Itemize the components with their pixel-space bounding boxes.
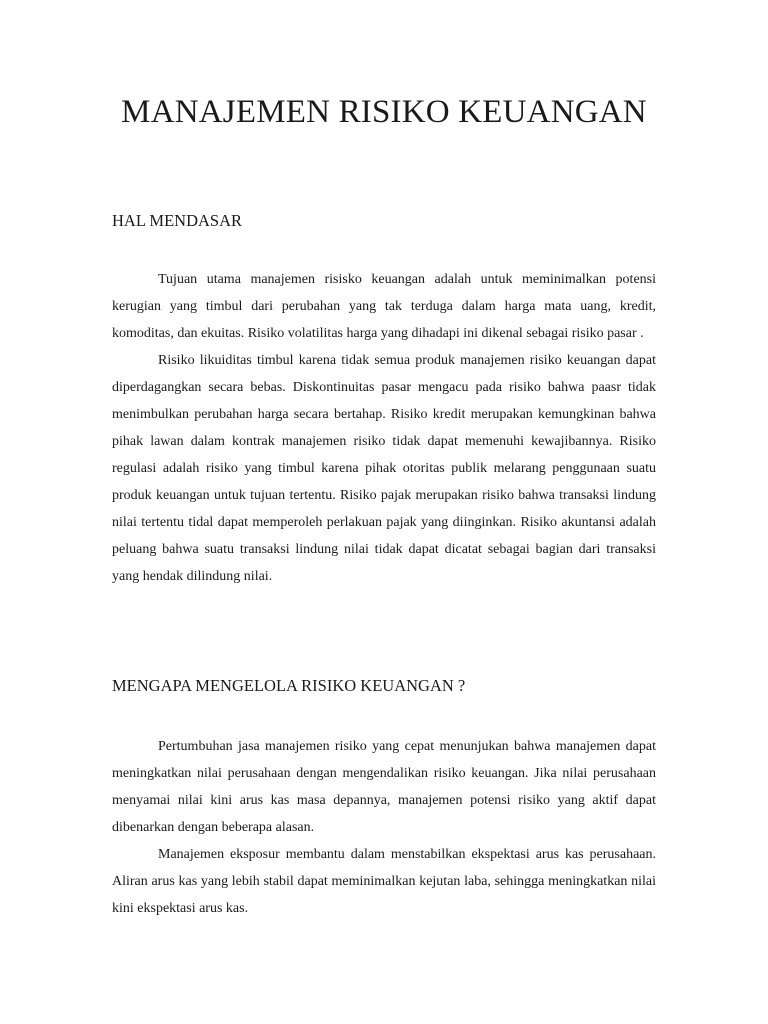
section-body-mengapa-mengelola: [112, 733, 656, 922]
section-heading-mengapa-mengelola: MENGAPA MENGELOLA RISIKO KEUANGAN ?: [112, 676, 466, 695]
paragraph: Risiko likuiditas timbul karena tidak semua produk manajemen risiko keuangan dapat diperdagangkan secara bebas. Diskontinuitas pasar mengacu pada risiko bahwa paasr tidak menimbulkan perubahan harga secara bertahap. Risiko kredit merupakan kemungkinan bahwa pihak lawan dalam kontrak manajemen risiko tidak dapat memenuhi kewajibannya. Risiko regulasi adalah risiko yang timbul karena pihak otoritas publik melarang penggunaan suatu produk keuangan untuk tujuan tertentu. Risiko pajak merupakan risiko bahwa transaksi lindung nilai tertentu tidal dapat memperoleh perlakuan pajak yang diinginkan. Risiko akuntansi adalah peluang bahwa suatu transaksi lindung nilai tidak dapat dicatat sebagai bagian dari transaksi yang hendak dilindung nilai.: [112, 353, 656, 584]
paragraph: Tujuan utama manajemen risisko keuangan adalah untuk meminimalkan potensi kerugian yang timbul dari perubahan yang tak terduga dalam harga mata uang, kredit, komoditas, dan ekuitas. Risiko volatilitas harga yang dihadapi ini dikenal sebagai risiko pasar .: [112, 272, 656, 341]
section-body-hal-mendasar: [112, 266, 656, 590]
section-heading-hal-mendasar: HAL MENDASAR: [112, 211, 243, 230]
paragraph: Pertumbuhan jasa manajemen risiko yang cepat menunjukan bahwa manajemen dapat meningkatkan nilai perusahaan dengan mengendalikan risiko keuangan. Jika nilai perusahaan menyamai nilai kini arus kas masa depannya, manajemen potensi risiko yang aktif dapat dibenarkan dengan beberapa alasan.: [112, 739, 656, 835]
document-title: MANAJEMEN RISIKO KEUANGAN: [121, 94, 647, 130]
paragraph: Manajemen eksposur membantu dalam menstabilkan ekspektasi arus kas perusahaan. Aliran arus kas yang lebih stabil dapat meminimalkan kejutan laba, sehingga meningkatkan nilai kini ekspektasi arus kas.: [112, 847, 656, 916]
